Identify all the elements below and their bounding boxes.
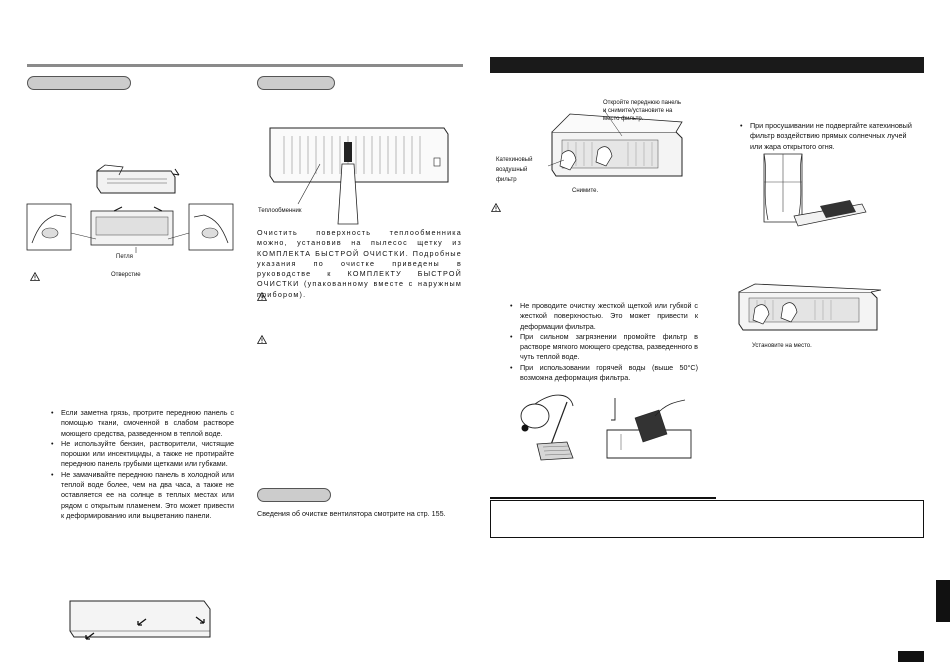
section-header-bar bbox=[490, 57, 924, 73]
note-box bbox=[490, 500, 924, 538]
label-snimite: Снимите. bbox=[572, 188, 599, 194]
label-install: Установите на место. bbox=[752, 343, 812, 349]
side-tab bbox=[936, 580, 950, 622]
section-pill-front-panel bbox=[27, 76, 131, 90]
label-teploobmennik: Теплообменник bbox=[258, 208, 302, 214]
bullet-item: • Не проводите очистку жесткой щеткой или губкой с жесткой поверхностью. Это может привести к деформации фильтра. bbox=[508, 301, 698, 332]
page-number-box bbox=[898, 651, 924, 662]
figure-filter-install bbox=[735, 284, 885, 342]
label-open-panel-2: и снимите/установите на bbox=[603, 108, 673, 114]
bullet-item: • При просушивании не подвергайте катехиновый фильтр воздействию прямых солнечных лучей или жара открытого огня. bbox=[738, 121, 918, 152]
figure-panel-open bbox=[93, 165, 183, 197]
bullet-item: • При использовании горячей воды (выше 50°C) возможна деформация фильтра. bbox=[508, 363, 698, 384]
warning-icon bbox=[257, 335, 267, 344]
section-pill-fan bbox=[257, 488, 331, 502]
label-open-panel-3: место фильтр. bbox=[603, 116, 644, 122]
bullet-item: • Не замачивайте переднюю панель в холодной или теплой воде более, чем на два часа, а также не оставляется ее на солнце в теплых местах или рядом с открытым пламенем. Это может привести к деформированию или выцветанию панели. bbox=[49, 470, 234, 521]
note-box-header-line bbox=[490, 497, 716, 499]
label-catechin-1: Катехиновый bbox=[496, 157, 533, 163]
figure-filter-washing bbox=[515, 390, 693, 460]
filter-bullets bbox=[508, 301, 698, 383]
dry-bullets bbox=[738, 121, 918, 152]
section-pill-heat-exchanger bbox=[257, 76, 335, 90]
label-otverstie: Отверстие bbox=[111, 272, 141, 278]
label-catechin-2: воздушный bbox=[496, 167, 528, 173]
heat-exchanger-text: Очистить поверхность теплообменника можно, установив на пылесос щетку из КОМПЛЕКТА БЫСТРОЙ ОЧИСТКИ. Подробные указания по очистке приведены в руководстве к КОМПЛЕКТУ БЫСТРОЙ ОЧИСТКИ (упакованному вместе с наружным прибором). bbox=[257, 228, 462, 299]
bullet-item: • Не используйте бензин, растворители, чистящие порошки или инсектициды, а также не протирайте переднюю панель грубыми щетками или губками. bbox=[49, 439, 234, 470]
figure-unit-bottom bbox=[64, 597, 216, 645]
label-catechin-3: фильтр bbox=[496, 177, 517, 183]
warning-icon bbox=[257, 292, 267, 301]
bullet-item: • Если заметна грязь, протрите переднюю панель с помощью ткани, смоченной в слабом растворе моющего средства, разведенном в теплой воде. bbox=[49, 408, 234, 439]
label-open-panel-1: Откройте переднюю панель bbox=[603, 100, 682, 106]
figure-panel-hinges bbox=[26, 203, 234, 253]
fan-reference-text: Сведения об очистке вентилятора смотрите на стр. 155. bbox=[257, 509, 446, 518]
figure-filter-drying bbox=[758, 152, 868, 230]
bullet-item: • При сильном загрязнении промойте фильтр в растворе мягкого моющего средства, разведенного в чуть теплой воде. bbox=[508, 332, 698, 363]
section-rule-left bbox=[27, 64, 463, 67]
warning-icon bbox=[30, 272, 40, 281]
front-panel-bullets bbox=[49, 408, 234, 521]
label-petlya: Петля bbox=[116, 254, 133, 260]
warning-icon bbox=[491, 203, 501, 212]
